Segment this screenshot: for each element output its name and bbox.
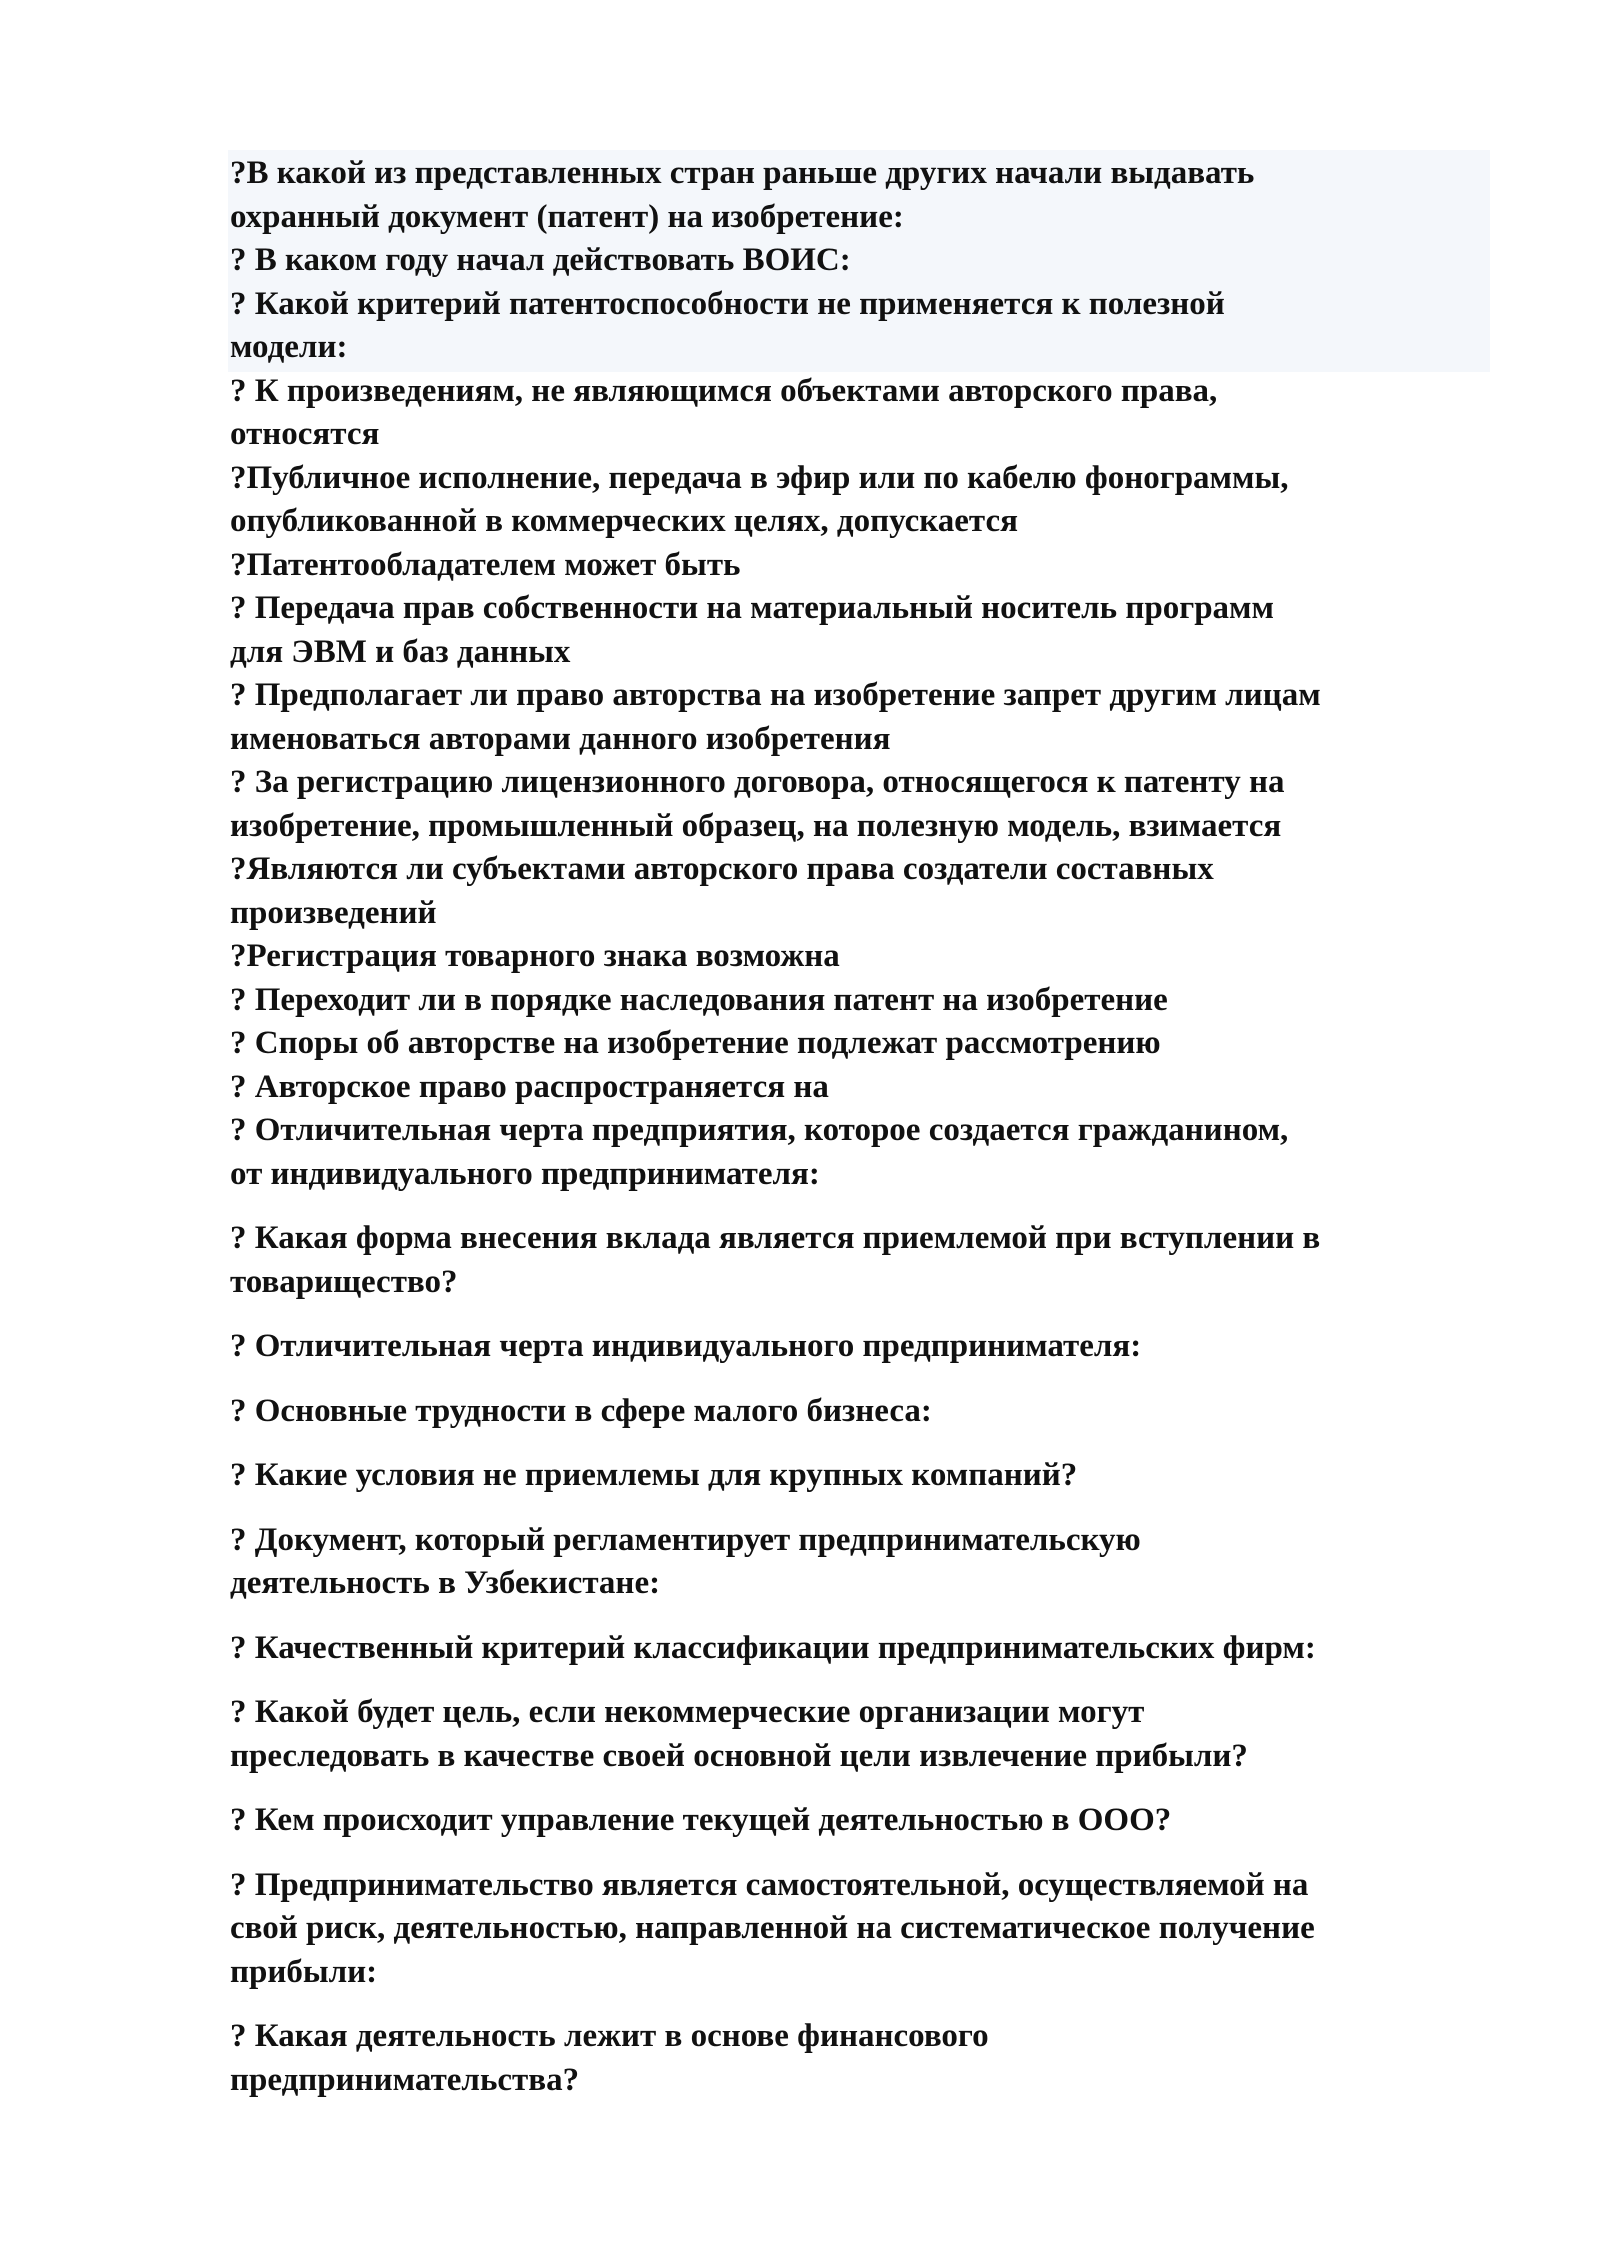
question-line: товарищество? <box>230 1263 458 1300</box>
question-11 <box>230 935 1502 979</box>
question-line: ? Предполагает ли право авторства на изобретение запрет другим лицам <box>230 677 1321 713</box>
question-line: ?Являются ли субъектами авторского права создатели составных <box>230 851 1214 887</box>
question-line: для ЭВМ и баз данных <box>230 633 571 670</box>
question-line: ? Какая форма внесения вклада является приемлемой при вступлении в <box>230 1220 1321 1256</box>
question-line: ? Предпринимательство является самостоятельной, осуществляемой на <box>230 1866 1309 1903</box>
question-line: ? Отличительная черта индивидуального предпринимателя: <box>230 1328 1142 1364</box>
question-line: ?Патентообладателем может быть <box>230 546 741 583</box>
question-line: ? Какие условия не приемлемы для крупных компаний? <box>230 1457 1078 1493</box>
question-list <box>230 152 1502 2102</box>
question-line: предпринимательства? <box>230 2061 580 2098</box>
question-5 <box>230 457 1502 544</box>
question-6 <box>230 544 1502 588</box>
question-1 <box>230 152 1502 239</box>
question-line: ?В какой из представленных стран раньше других начали выдавать <box>230 155 1255 191</box>
question-line: ?Регистрация товарного знака возможна <box>230 938 840 974</box>
question-10 <box>230 848 1502 935</box>
question-line: прибыли: <box>230 1953 378 1990</box>
question-line: ? Кем происходит управление текущей деятельностью в ООО? <box>230 1802 1172 1838</box>
question-line: ? Передача прав собственности на материальный носитель программ <box>230 590 1275 626</box>
question-7 <box>230 587 1502 674</box>
question-line: ? Споры об авторстве на изобретение подлежат рассмотрению <box>230 1025 1161 1061</box>
question-line: опубликованной в коммерческих целях, допускается <box>230 503 1019 539</box>
question-line: ?Публичное исполнение, передача в эфир или по кабелю фонограммы, <box>230 459 1289 496</box>
question-line: ? За регистрацию лицензионного договора, относящегося к патенту на <box>230 764 1285 800</box>
question-17 <box>230 1325 1502 1369</box>
question-line: ? В каком году начал действовать ВОИС: <box>230 242 851 278</box>
question-line: произведений <box>230 894 437 931</box>
question-line: ? Авторское право распространяется на <box>230 1068 829 1105</box>
question-line: деятельность в Узбекистане: <box>230 1565 661 1601</box>
question-line: свой риск, деятельностью, направленной на систематическое получение <box>230 1910 1315 1946</box>
question-12 <box>230 979 1502 1023</box>
question-line: ? Переходит ли в порядке наследования патент на изобретение <box>230 981 1168 1018</box>
question-18 <box>230 1390 1502 1434</box>
question-25 <box>230 2015 1502 2102</box>
question-line: именоваться авторами данного изобретения <box>230 720 891 757</box>
question-line: ? Какая деятельность лежит в основе финансового <box>230 2018 989 2054</box>
question-line: преследовать в качестве своей основной цели извлечение прибыли? <box>230 1737 1248 1774</box>
question-line: ? Документ, который регламентирует предпринимательскую <box>230 1521 1141 1558</box>
question-22 <box>230 1691 1502 1778</box>
question-20 <box>230 1519 1502 1606</box>
question-21 <box>230 1627 1502 1671</box>
question-2 <box>230 239 1502 283</box>
question-line: ? Отличительная черта предприятия, которое создается гражданином, <box>230 1112 1289 1148</box>
question-15 <box>230 1109 1502 1196</box>
question-19 <box>230 1454 1502 1498</box>
question-line: относятся <box>230 416 380 452</box>
question-line: ? К произведениям, не являющимся объектами авторского права, <box>230 372 1218 409</box>
question-13 <box>230 1022 1502 1066</box>
question-4 <box>230 370 1502 457</box>
question-line: изобретение, промышленный образец, на полезную модель, взимается <box>230 807 1282 844</box>
question-line: от индивидуального предпринимателя: <box>230 1155 820 1192</box>
question-9 <box>230 761 1502 848</box>
question-line: ? Какой будет цель, если некоммерческие организации могут <box>230 1694 1145 1730</box>
question-line: ? Качественный критерий классификации предпринимательских фирм: <box>230 1629 1316 1666</box>
question-line: ? Какой критерий патентоспособности не применяется к полезной <box>230 285 1225 322</box>
question-line: охранный документ (патент) на изобретение: <box>230 198 904 235</box>
question-8 <box>230 674 1502 761</box>
question-23 <box>230 1799 1502 1843</box>
question-24 <box>230 1864 1502 1995</box>
question-16 <box>230 1217 1502 1304</box>
question-14 <box>230 1066 1502 1110</box>
question-3 <box>230 283 1502 370</box>
question-line: модели: <box>230 329 348 365</box>
question-line: ? Основные трудности в сфере малого бизнеса: <box>230 1392 932 1429</box>
